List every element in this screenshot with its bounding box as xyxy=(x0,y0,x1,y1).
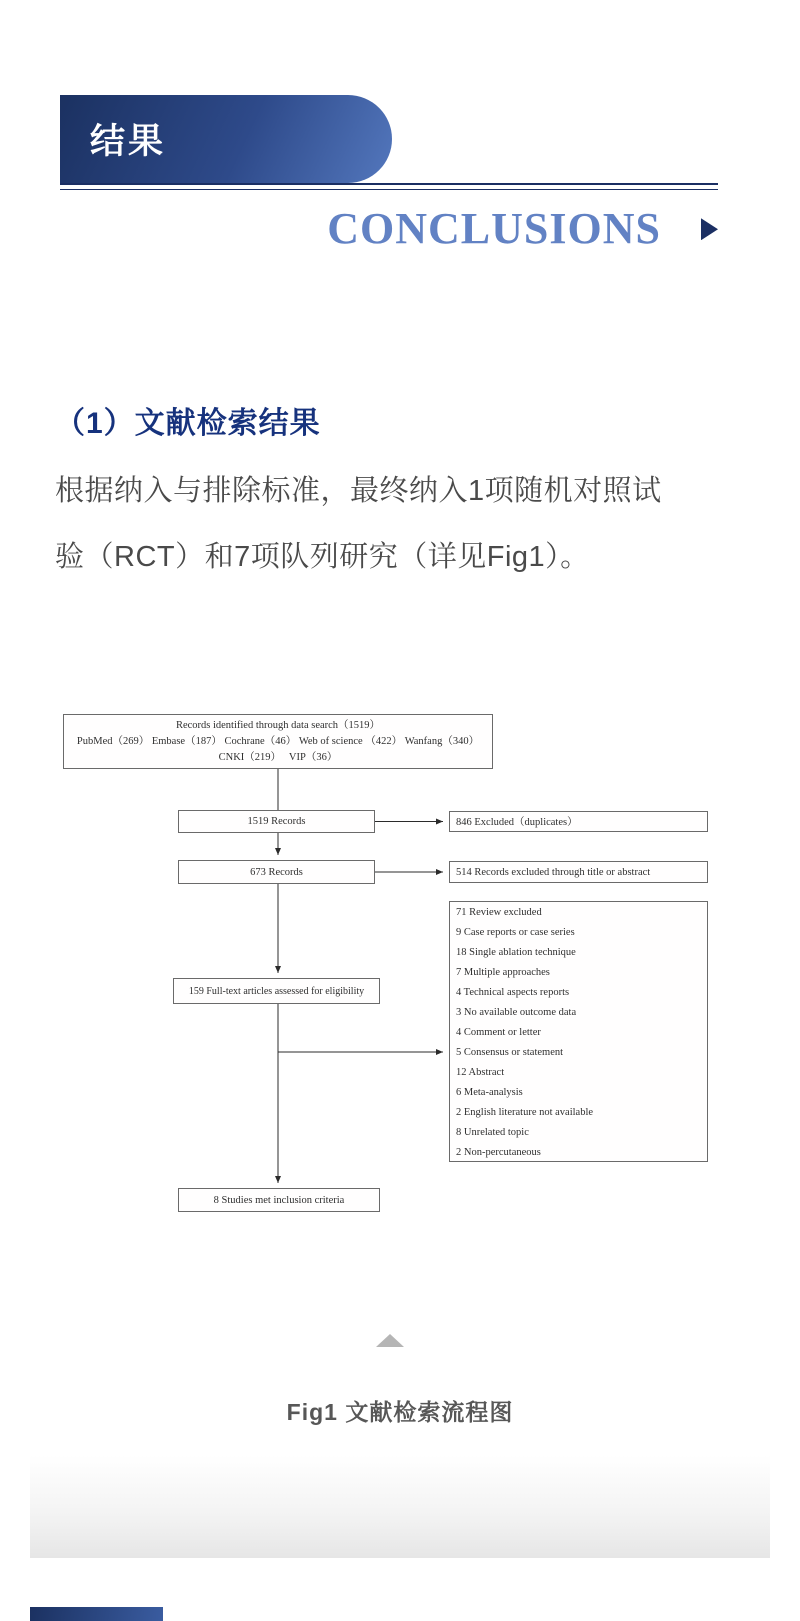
exclusion-reasons-box xyxy=(449,901,708,1162)
banner-title: 结果 xyxy=(90,122,167,161)
body-line-2: 验（RCT）和7项队列研究（详见Fig1）。 xyxy=(55,541,590,573)
identification-line-1: Records identified through data search（1519） xyxy=(175,720,381,731)
banner-divider xyxy=(60,183,718,190)
next-section-banner-peek xyxy=(30,1607,163,1621)
exclusion-reason: 2 Non-percutaneous xyxy=(456,1147,541,1158)
body-paragraph xyxy=(55,458,770,590)
included-studies-box: 8 Studies met inclusion criteria xyxy=(178,1188,380,1212)
exclusion-reason: 2 English literature not available xyxy=(456,1107,594,1118)
identification-line-2: PubMed（269） Embase（187） Cochrane（46） Web of science （422） Wanfang（340） xyxy=(76,736,480,747)
exclusion-reason: 18 Single ablation technique xyxy=(456,947,576,958)
exclusion-reason: 3 No available outcome data xyxy=(456,1007,577,1018)
prisma-flowchart xyxy=(55,710,770,1235)
footer-gradient-block xyxy=(30,1455,770,1558)
section-heading: （1）文献检索结果 xyxy=(55,407,321,440)
exclusion-reason: 5 Consensus or statement xyxy=(456,1047,564,1058)
play-triangle-icon xyxy=(701,218,718,240)
identification-box xyxy=(63,714,493,769)
exclusion-reason: 6 Meta-analysis xyxy=(456,1087,523,1098)
exclusion-reason: 9 Case reports or case series xyxy=(456,927,575,938)
records-673-box: 673 Records xyxy=(178,860,375,884)
identification-line-3: CNKI（219） VIP（36） xyxy=(218,752,338,763)
figure-caption: Fig1 文献检索流程图 xyxy=(286,1399,514,1425)
collapse-triangle-icon[interactable] xyxy=(376,1334,404,1347)
conclusions-row xyxy=(0,205,718,253)
body-line-1: 根据纳入与排除标准，最终纳入1项随机对照试 xyxy=(55,475,662,507)
conclusions-label: CONCLUSIONS xyxy=(327,204,661,253)
exclusion-reason: 12 Abstract xyxy=(456,1067,505,1078)
section-banner xyxy=(60,95,392,183)
excluded-duplicates-box: 846 Excluded（duplicates） xyxy=(449,811,708,832)
records-1519-box: 1519 Records xyxy=(178,810,375,833)
exclusion-reason: 7 Multiple approaches xyxy=(456,967,550,978)
exclusion-reason: 71 Review excluded xyxy=(456,907,542,918)
fulltext-assessed-box: 159 Full-text articles assessed for eligibility xyxy=(173,978,380,1004)
exclusion-reason: 8 Unrelated topic xyxy=(456,1127,529,1138)
exclusion-reason: 4 Comment or letter xyxy=(456,1027,541,1038)
excluded-title-abstract-box: 514 Records excluded through title or abstract xyxy=(449,861,708,883)
exclusion-reason: 4 Technical aspects reports xyxy=(456,987,570,998)
